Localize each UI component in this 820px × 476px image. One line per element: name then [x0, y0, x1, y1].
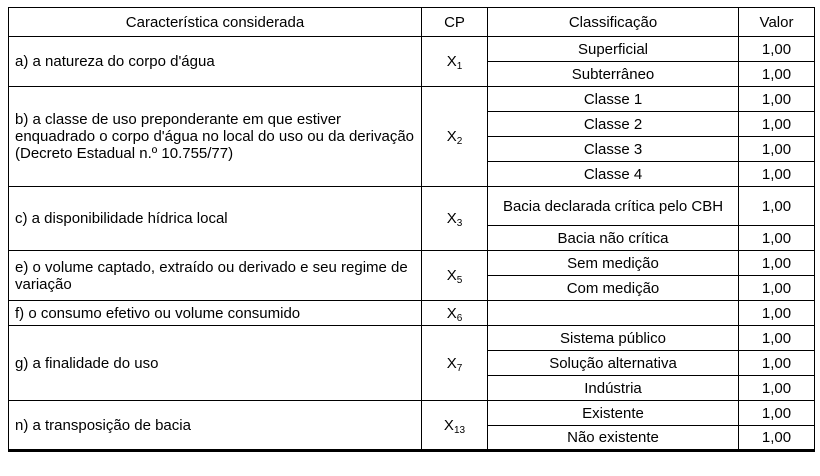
cp-symbol: X	[446, 354, 457, 372]
table-row	[9, 301, 815, 326]
cp-subscript: 5	[456, 275, 463, 286]
cp-symbol: X	[446, 128, 457, 145]
table-row	[9, 401, 815, 426]
classification-cell: Bacia não crítica	[488, 226, 739, 251]
cp-cell	[422, 251, 488, 301]
table-row	[9, 87, 815, 112]
classification-cell: Indústria	[488, 376, 739, 401]
classification-cell	[488, 301, 739, 326]
value-cell: 1,00	[739, 87, 815, 112]
value-cell: 1,00	[739, 376, 815, 401]
characteristic-cell: e) o volume captado, extraído ou derivado e seu regime de variação	[9, 251, 422, 301]
value-cell: 1,00	[739, 187, 815, 226]
value-cell: 1,00	[739, 226, 815, 251]
header-characteristic: Característica considerada	[9, 8, 422, 37]
value-cell: 1,00	[739, 301, 815, 326]
value-cell: 1,00	[739, 426, 815, 451]
cp-symbol: X	[446, 304, 457, 322]
characteristic-cell: g) a finalidade do uso	[9, 326, 422, 401]
characteristic-cell: b) a classe de uso preponderante em que estiver enquadrado o corpo d'água no local do uso ou da derivação (Decreto Estadual n.º 10.755/77)	[9, 87, 422, 187]
value-cell: 1,00	[739, 276, 815, 301]
characteristic-cell: c) a disponibilidade hídrica local	[9, 187, 422, 251]
cp-subscript: 6	[456, 312, 463, 324]
cp-subscript: 3	[456, 218, 463, 229]
cp-symbol: X	[443, 416, 454, 434]
value-cell: 1,00	[739, 401, 815, 426]
cp-cell	[422, 401, 488, 451]
classification-cell: Subterrâneo	[488, 62, 739, 87]
classification-cell: Bacia declarada crítica pelo CBH	[488, 187, 739, 226]
value-cell: 1,00	[739, 351, 815, 376]
classification-cell: Classe 2	[488, 112, 739, 137]
table-row	[9, 251, 815, 276]
classification-cell: Sistema público	[488, 326, 739, 351]
classification-cell: Com medição	[488, 276, 739, 301]
table-row	[9, 326, 815, 351]
value-cell: 1,00	[739, 326, 815, 351]
cp-subscript: 13	[453, 424, 466, 436]
classification-cell: Solução alternativa	[488, 351, 739, 376]
characteristic-cell: n) a transposição de bacia	[9, 401, 422, 451]
cp-cell	[422, 87, 488, 187]
classification-cell: Classe 3	[488, 137, 739, 162]
cp-symbol: X	[446, 53, 457, 70]
cp-symbol: X	[446, 267, 457, 284]
value-cell: 1,00	[739, 251, 815, 276]
value-cell: 1,00	[739, 162, 815, 187]
header-value: Valor	[739, 8, 815, 37]
cp-subscript: 1	[456, 61, 463, 72]
table-container	[8, 7, 815, 452]
characteristic-cell: a) a natureza do corpo d'água	[9, 37, 422, 87]
cp-subscript: 2	[456, 136, 463, 147]
coefficient-table	[8, 7, 815, 452]
cp-subscript: 7	[456, 362, 463, 374]
classification-cell: Classe 4	[488, 162, 739, 187]
classification-cell: Existente	[488, 401, 739, 426]
cp-cell	[422, 301, 488, 326]
value-cell: 1,00	[739, 37, 815, 62]
cp-cell	[422, 187, 488, 251]
cp-symbol: X	[446, 210, 457, 227]
header-cp: CP	[422, 8, 488, 37]
value-cell: 1,00	[739, 137, 815, 162]
classification-cell: Superficial	[488, 37, 739, 62]
cp-cell	[422, 326, 488, 401]
classification-cell: Classe 1	[488, 87, 739, 112]
characteristic-cell: f) o consumo efetivo ou volume consumido	[9, 301, 422, 326]
value-cell: 1,00	[739, 112, 815, 137]
header-classification: Classificação	[488, 8, 739, 37]
header-row	[9, 8, 815, 37]
cp-cell	[422, 37, 488, 87]
table-row	[9, 37, 815, 62]
table-body	[9, 37, 815, 451]
classification-cell: Sem medição	[488, 251, 739, 276]
value-cell: 1,00	[739, 62, 815, 87]
table-row	[9, 187, 815, 226]
classification-cell: Não existente	[488, 426, 739, 451]
